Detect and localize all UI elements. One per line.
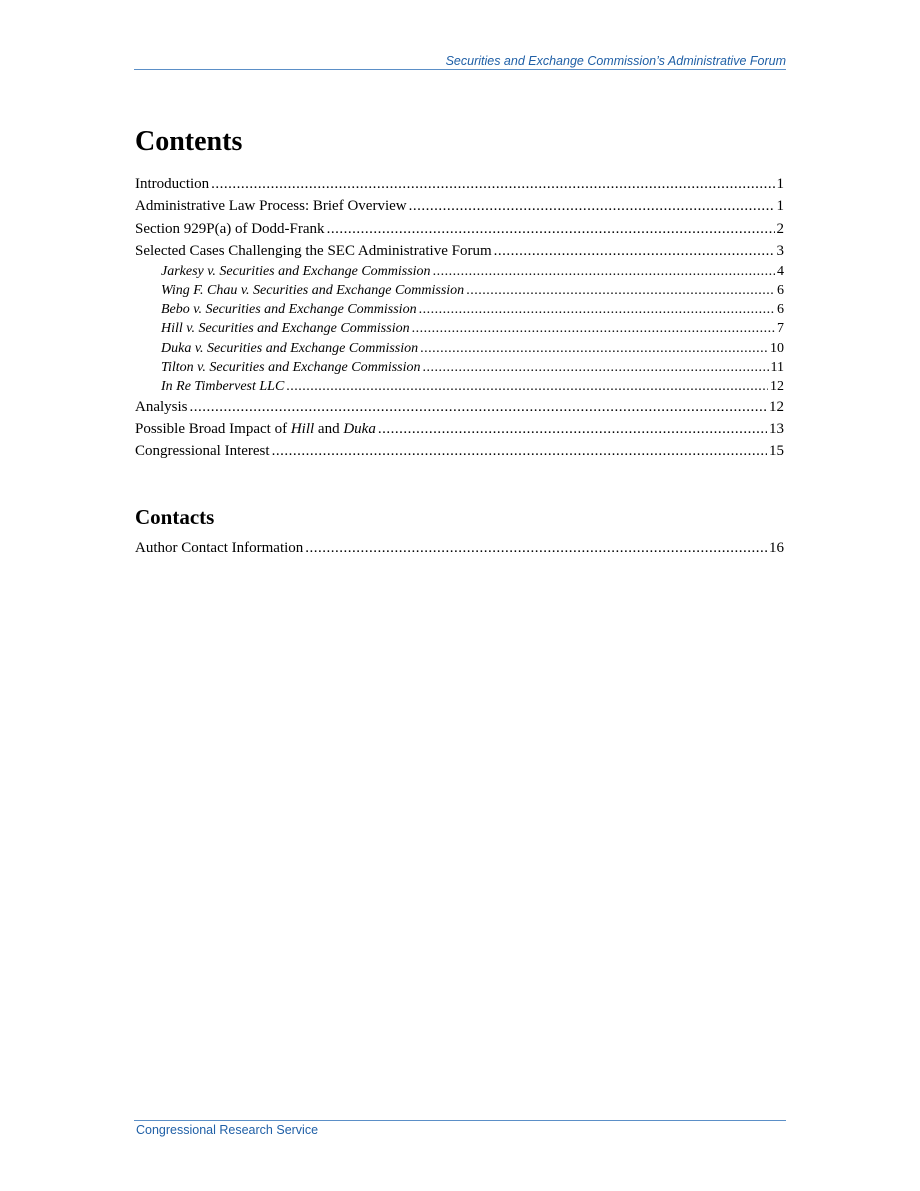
- dot-leader: [466, 281, 775, 300]
- toc-list: [135, 173, 784, 463]
- toc-entry-introduction[interactable]: [135, 173, 784, 195]
- toc-entry-page: 7: [777, 321, 784, 337]
- toc-entry-label: Tilton v. Securities and Exchange Commission: [161, 359, 421, 375]
- toc-entry-timbervest[interactable]: [135, 377, 784, 396]
- toc-entry-author-contact[interactable]: [135, 537, 784, 559]
- toc-entry-label: Selected Cases Challenging the SEC Administrative Forum: [135, 242, 492, 259]
- dot-leader: [327, 218, 775, 240]
- toc-entry-label: Section 929P(a) of Dodd-Frank: [135, 220, 325, 237]
- toc-entry-label: Jarkesy v. Securities and Exchange Commission: [161, 264, 431, 280]
- toc-entry-page: 11: [770, 359, 784, 375]
- toc-entry-page: 12: [770, 378, 784, 394]
- toc-entry-label: Bebo v. Securities and Exchange Commission: [161, 302, 417, 318]
- toc-entry-analysis[interactable]: [135, 396, 784, 418]
- toc-entry-page: 1: [776, 176, 784, 192]
- toc-entry-label: Duka v. Securities and Exchange Commission: [161, 340, 419, 356]
- toc-entry-admin-law-process[interactable]: [135, 195, 784, 217]
- toc-entry-label: Analysis: [135, 398, 188, 415]
- case-name-duka: Duka: [343, 421, 376, 438]
- toc-entry-label: Wing F. Chau v. Securities and Exchange Commission: [161, 283, 465, 299]
- case-name-hill: Hill: [290, 421, 315, 438]
- dot-leader: [420, 339, 768, 358]
- dot-leader: [412, 319, 775, 338]
- toc-entry-page: 4: [777, 264, 784, 280]
- dot-leader: [419, 300, 775, 319]
- toc-entry-wing-f-chau[interactable]: [135, 281, 784, 300]
- running-footer: Congressional Research Service: [136, 1123, 319, 1137]
- toc-entry-page: 1: [776, 198, 784, 215]
- dot-leader: [423, 358, 769, 377]
- contacts-list: [135, 537, 784, 559]
- label-text: and: [314, 421, 344, 438]
- toc-entry-page: 6: [777, 302, 784, 318]
- toc-entry-page: 3: [776, 242, 784, 259]
- toc-entry-page: 10: [770, 340, 784, 356]
- toc-entry-selected-cases[interactable]: [135, 240, 784, 262]
- toc-entry-label: Hill v. Securities and Exchange Commission: [161, 321, 410, 337]
- dot-leader: [433, 262, 775, 281]
- toc-entry-label: Author Contact Information: [135, 540, 304, 556]
- dot-leader: [378, 418, 767, 440]
- toc-entry-label: Congressional Interest: [135, 443, 270, 460]
- header-rule: [134, 69, 786, 70]
- toc-entry-congressional-interest[interactable]: [135, 440, 784, 462]
- toc-entry-label: Introduction: [135, 176, 210, 192]
- toc-entry-page: 6: [777, 283, 784, 299]
- toc-entry-section-929p[interactable]: [135, 218, 784, 240]
- toc-entry-jarkesy[interactable]: [135, 262, 784, 281]
- toc-entry-label: In Re Timbervest LLC: [161, 378, 285, 394]
- dot-leader: [272, 440, 767, 462]
- toc-entry-hill[interactable]: [135, 319, 784, 338]
- running-header: Securities and Exchange Commission’s Administrative Forum: [445, 54, 786, 68]
- footer-rule: [134, 1120, 786, 1121]
- dot-leader: [494, 240, 775, 262]
- toc-entry-page: 15: [769, 443, 784, 460]
- toc-entry-page: 13: [769, 421, 784, 438]
- toc-entry-bebo[interactable]: [135, 300, 784, 319]
- dot-leader: [286, 377, 768, 396]
- label-text: Possible Broad Impact of: [135, 421, 291, 438]
- toc-entry-page: 12: [769, 398, 784, 415]
- toc-entry-page: 16: [769, 540, 784, 556]
- dot-leader: [211, 173, 774, 195]
- dot-leader: [409, 195, 775, 217]
- dot-leader: [190, 396, 768, 418]
- toc-entry-label: [135, 418, 376, 440]
- toc-entry-duka[interactable]: [135, 339, 784, 358]
- toc-entry-label: Administrative Law Process: Brief Overview: [135, 198, 407, 215]
- toc-entry-broad-impact[interactable]: [135, 418, 784, 440]
- toc-entry-tilton[interactable]: [135, 358, 784, 377]
- toc-entry-page: 2: [776, 220, 784, 237]
- contacts-title: Contacts: [135, 505, 215, 529]
- toc-title: Contents: [135, 126, 243, 157]
- dot-leader: [305, 537, 767, 559]
